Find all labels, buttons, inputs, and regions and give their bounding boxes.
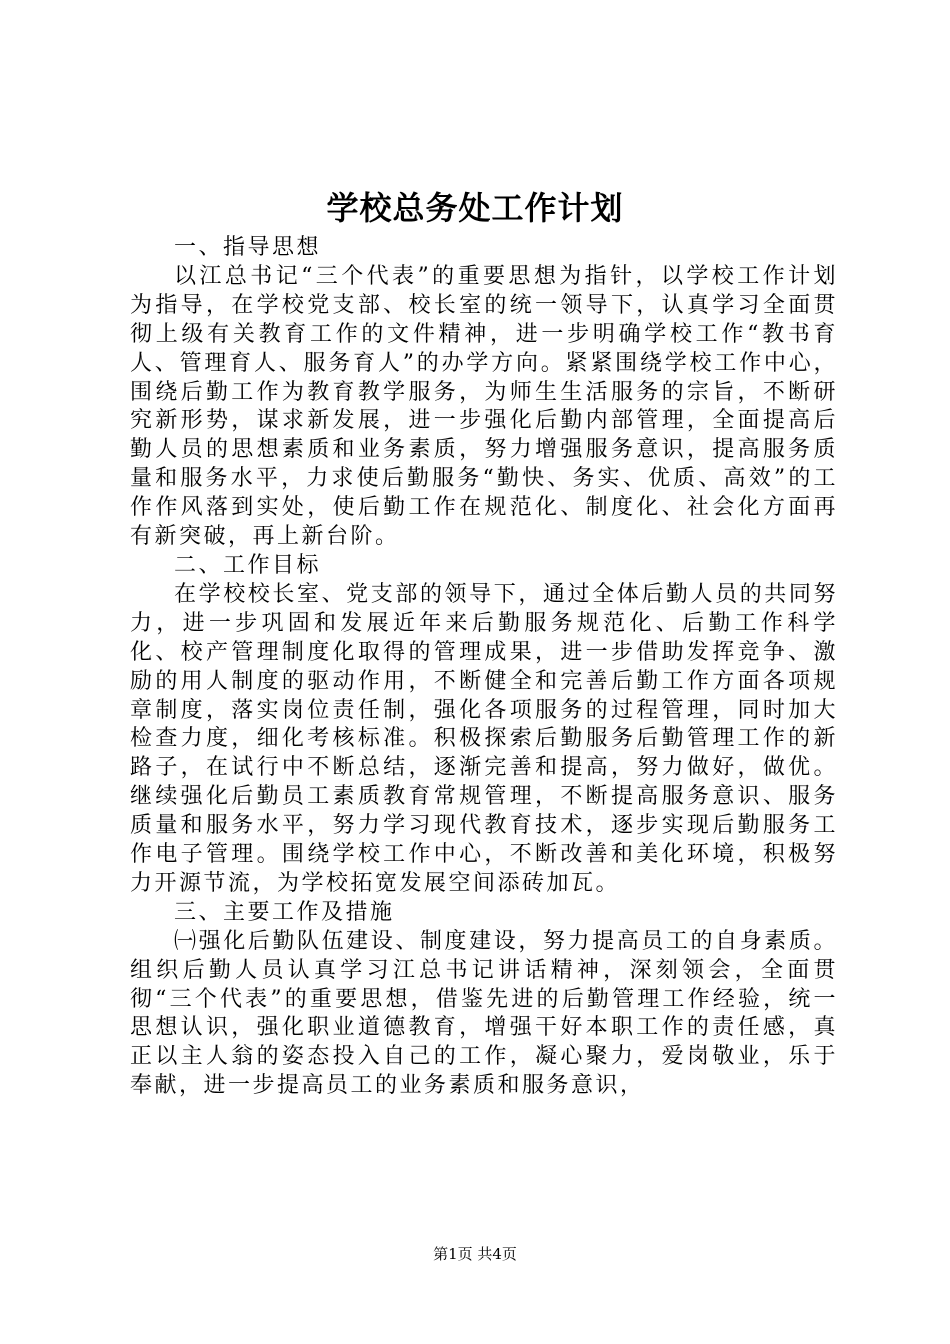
document-body [130, 234, 838, 1101]
document-title: 学校总务处工作计划 [326, 189, 624, 227]
section-paragraph-work-goals: 在学校校长室、党支部的领导下，通过全体后勤人员的共同努力，进一步巩固和发展近年来后勤服务规范化、后勤工作科学化、校产管理制度化取得的管理成果，进一步借助发挥竞争、激励的用人制度的驱动作用，不断健全和完善后勤工作方面各项规章制度，落实岗位责任制，强化各项服务的过程管理，同时加大检查力度，细化考核标准。积极探索后勤服务后勤管理工作的新路子，在试行中不断总结，逐渐完善和提高，努力做好，做优。继续强化后勤员工素质教育常规管理，不断提高服务意识、服务质量和服务水平，努力学习现代教育技术，逐步实现后勤服务工作电子管理。围绕学校工作中心，不断改善和美化环境，积极努力开源节流，为学校拓宽发展空间添砖加瓦。 [130, 581, 838, 896]
page-number-footer: 第1页 共4页 [433, 1245, 517, 1263]
section-paragraph-main-tasks: ㈠强化后勤队伍建设、制度建设，努力提高员工的自身素质。组织后勤人员认真学习江总书记讲话精神，深刻领会，全面贯彻“三个代表”的重要思想，借鉴先进的后勤管理工作经验，统一思想认识，强化职业道德教育，增强干好本职工作的责任感，真正以主人翁的姿态投入自己的工作，凝心聚力，爱岗敬业，乐于奉献，进一步提高员工的业务素质和服务意识， [130, 928, 838, 1099]
section-heading-guiding-ideology: 一、指导思想 [174, 235, 322, 260]
section-paragraph-guiding-ideology: 以江总书记“三个代表”的重要思想为指针，以学校工作计划为指导，在学校党支部、校长室的统一领导下，认真学习全面贯彻上级有关教育工作的文件精神，进一步明确学校工作“教书育人、管理育人、服务育人”的办学方向。紧紧围绕学校工作中心，围绕后勤工作为教育教学服务，为师生生活服务的宗旨，不断研究新形势，谋求新发展，进一步强化后勤内部管理，全面提高后勤人员的思想素质和业务素质，努力增强服务意识，提高服务质量和服务水平，力求使后勤服务“勤快、务实、优质、高效”的工作作风落到实处，使后勤工作在规范化、制度化、社会化方面再有新突破，再上新台阶。 [130, 263, 838, 550]
section-heading-work-goals: 二、工作目标 [174, 552, 322, 578]
section-heading-main-tasks: 三、主要工作及措施 [174, 899, 395, 925]
